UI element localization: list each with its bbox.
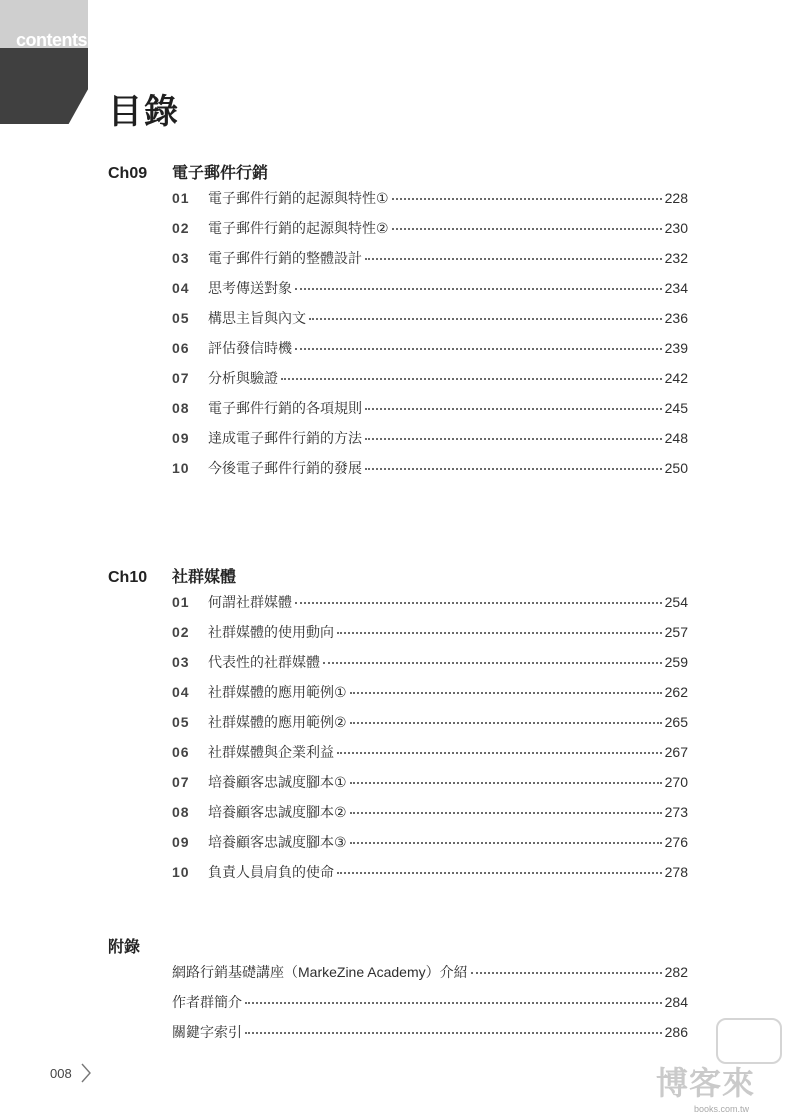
- leader-dots: [281, 378, 662, 380]
- entry-page: 270: [664, 774, 688, 790]
- entry-title: 電子郵件行銷的各項規則: [208, 400, 362, 416]
- entry-title: 關鍵字索引: [172, 1024, 242, 1040]
- leader-dots: [337, 872, 662, 874]
- entry-title: 分析與驗證: [208, 370, 278, 386]
- toc-entry[interactable]: [172, 428, 688, 458]
- entry-number: 07: [172, 774, 190, 790]
- leader-dots: [245, 1032, 662, 1034]
- entry-number: 09: [172, 834, 190, 850]
- leader-dots: [295, 602, 662, 604]
- entry-page: 232: [664, 250, 688, 266]
- entry-page: 250: [664, 460, 688, 476]
- entry-number: 06: [172, 744, 190, 760]
- entry-title: 網路行銷基礎講座（MarkeZine Academy）介紹: [172, 964, 468, 980]
- entry-number: 05: [172, 714, 190, 730]
- leader-dots: [337, 632, 662, 634]
- entry-number: 02: [172, 624, 190, 640]
- leader-dots: [365, 468, 662, 470]
- leader-dots: [350, 842, 662, 844]
- entry-title: 培養顧客忠誠度腳本①: [208, 774, 347, 790]
- entry-title: 作者群簡介: [172, 994, 242, 1010]
- entry-number: 07: [172, 370, 190, 386]
- appendix-list: [172, 962, 688, 1052]
- entry-number: 05: [172, 310, 190, 326]
- entry-number: 10: [172, 460, 190, 476]
- entry-number: 09: [172, 430, 190, 446]
- leader-dots: [365, 258, 662, 260]
- chapter-number: Ch09: [108, 165, 148, 182]
- toc-entry[interactable]: [172, 248, 688, 278]
- entry-number: 04: [172, 280, 190, 296]
- entry-title: 達成電子郵件行銷的方法: [208, 430, 362, 446]
- entry-page: 245: [664, 400, 688, 416]
- entry-list: [172, 592, 688, 892]
- toc-entry[interactable]: [172, 712, 688, 742]
- toc-entry[interactable]: [172, 592, 688, 622]
- entry-title: 何謂社群媒體: [208, 594, 292, 610]
- chapter-number: Ch10: [108, 569, 148, 586]
- entry-title: 評估發信時機: [208, 340, 292, 356]
- entry-page: 282: [664, 964, 688, 980]
- leader-dots: [471, 972, 662, 974]
- page-title: 目錄: [108, 93, 180, 131]
- toc-entry[interactable]: [172, 652, 688, 682]
- toc-entry[interactable]: [172, 368, 688, 398]
- entry-page: 236: [664, 310, 688, 326]
- toc-entry[interactable]: [172, 1022, 688, 1052]
- entry-title: 培養顧客忠誠度腳本②: [208, 804, 347, 820]
- entry-title: 構思主旨與內文: [208, 310, 306, 326]
- toc-entry[interactable]: [172, 742, 688, 772]
- entry-title: 思考傳送對象: [208, 280, 292, 296]
- entry-page: 257: [664, 624, 688, 640]
- entry-title: 社群媒體的使用動向: [208, 624, 334, 640]
- entry-number: 02: [172, 220, 190, 236]
- leader-dots: [350, 782, 662, 784]
- leader-dots: [350, 692, 662, 694]
- toc-entry[interactable]: [172, 832, 688, 862]
- section-tab-label: contents: [16, 30, 88, 50]
- watermark-text: 博客來: [656, 1065, 756, 1101]
- toc-entry[interactable]: [172, 218, 688, 248]
- toc-entry[interactable]: [172, 458, 688, 488]
- entry-page: 254: [664, 594, 688, 610]
- chapter-title: 社群媒體: [172, 569, 237, 586]
- chevron-right-icon: [80, 1063, 92, 1083]
- toc-entry[interactable]: [172, 682, 688, 712]
- leader-dots: [392, 228, 662, 230]
- toc-entry[interactable]: [172, 308, 688, 338]
- page-number: 008: [50, 1066, 72, 1081]
- leader-dots: [365, 438, 662, 440]
- entry-page: 259: [664, 654, 688, 670]
- entry-number: 06: [172, 340, 190, 356]
- entry-title: 電子郵件行銷的起源與特性①: [208, 190, 389, 206]
- entry-number: 08: [172, 400, 190, 416]
- toc-entry[interactable]: [172, 862, 688, 892]
- leader-dots: [323, 662, 662, 664]
- entry-title: 電子郵件行銷的起源與特性②: [208, 220, 389, 236]
- watermark-url: books.com.tw: [694, 1104, 750, 1114]
- leader-dots: [245, 1002, 662, 1004]
- toc-entry[interactable]: [172, 278, 688, 308]
- entry-list: [172, 188, 688, 488]
- entry-number: 01: [172, 190, 190, 206]
- entry-page: 265: [664, 714, 688, 730]
- entry-page: 273: [664, 804, 688, 820]
- chapter-block: [108, 564, 688, 892]
- leader-dots: [392, 198, 662, 200]
- entry-number: 03: [172, 654, 190, 670]
- entry-number: 08: [172, 804, 190, 820]
- entry-title: 社群媒體與企業利益: [208, 744, 334, 760]
- toc-entry[interactable]: [172, 802, 688, 832]
- entry-page: 248: [664, 430, 688, 446]
- toc-entry[interactable]: [172, 188, 688, 218]
- entry-title: 負責人員肩負的使命: [208, 864, 334, 880]
- toc-entry[interactable]: [172, 622, 688, 652]
- entry-number: 01: [172, 594, 190, 610]
- entry-page: 228: [664, 190, 688, 206]
- chapter-heading: [108, 160, 688, 186]
- entry-title: 電子郵件行銷的整體設計: [208, 250, 362, 266]
- appendix-heading: 附錄: [108, 939, 141, 956]
- toc-entry[interactable]: [172, 398, 688, 428]
- entry-page: 284: [664, 994, 688, 1010]
- entry-title: 今後電子郵件行銷的發展: [208, 460, 362, 476]
- entry-page: 242: [664, 370, 688, 386]
- toc-entry[interactable]: [172, 772, 688, 802]
- toc-entry[interactable]: [172, 962, 688, 992]
- leader-dots: [350, 812, 662, 814]
- entry-title: 社群媒體的應用範例①: [208, 684, 347, 700]
- entry-number: 03: [172, 250, 190, 266]
- entry-page: 262: [664, 684, 688, 700]
- entry-page: 286: [664, 1024, 688, 1040]
- entry-title: 社群媒體的應用範例②: [208, 714, 347, 730]
- watermark: [656, 1018, 780, 1114]
- entry-number: 04: [172, 684, 190, 700]
- entry-title: 培養顧客忠誠度腳本③: [208, 834, 347, 850]
- leader-dots: [350, 722, 662, 724]
- toc-entry[interactable]: [172, 338, 688, 368]
- entry-page: 278: [664, 864, 688, 880]
- entry-page: 230: [664, 220, 688, 236]
- entry-number: 10: [172, 864, 190, 880]
- chapter-title: 電子郵件行銷: [172, 165, 269, 182]
- leader-dots: [365, 408, 662, 410]
- leader-dots: [309, 318, 662, 320]
- entry-title: 代表性的社群媒體: [208, 654, 320, 670]
- entry-page: 267: [664, 744, 688, 760]
- chapter-heading: [108, 564, 688, 590]
- leader-dots: [295, 288, 662, 290]
- appendix-block: [108, 934, 688, 1052]
- entry-page: 234: [664, 280, 688, 296]
- toc-entry[interactable]: [172, 992, 688, 1022]
- entry-page: 276: [664, 834, 688, 850]
- entry-page: 239: [664, 340, 688, 356]
- leader-dots: [295, 348, 662, 350]
- chapter-block: [108, 160, 688, 488]
- leader-dots: [337, 752, 662, 754]
